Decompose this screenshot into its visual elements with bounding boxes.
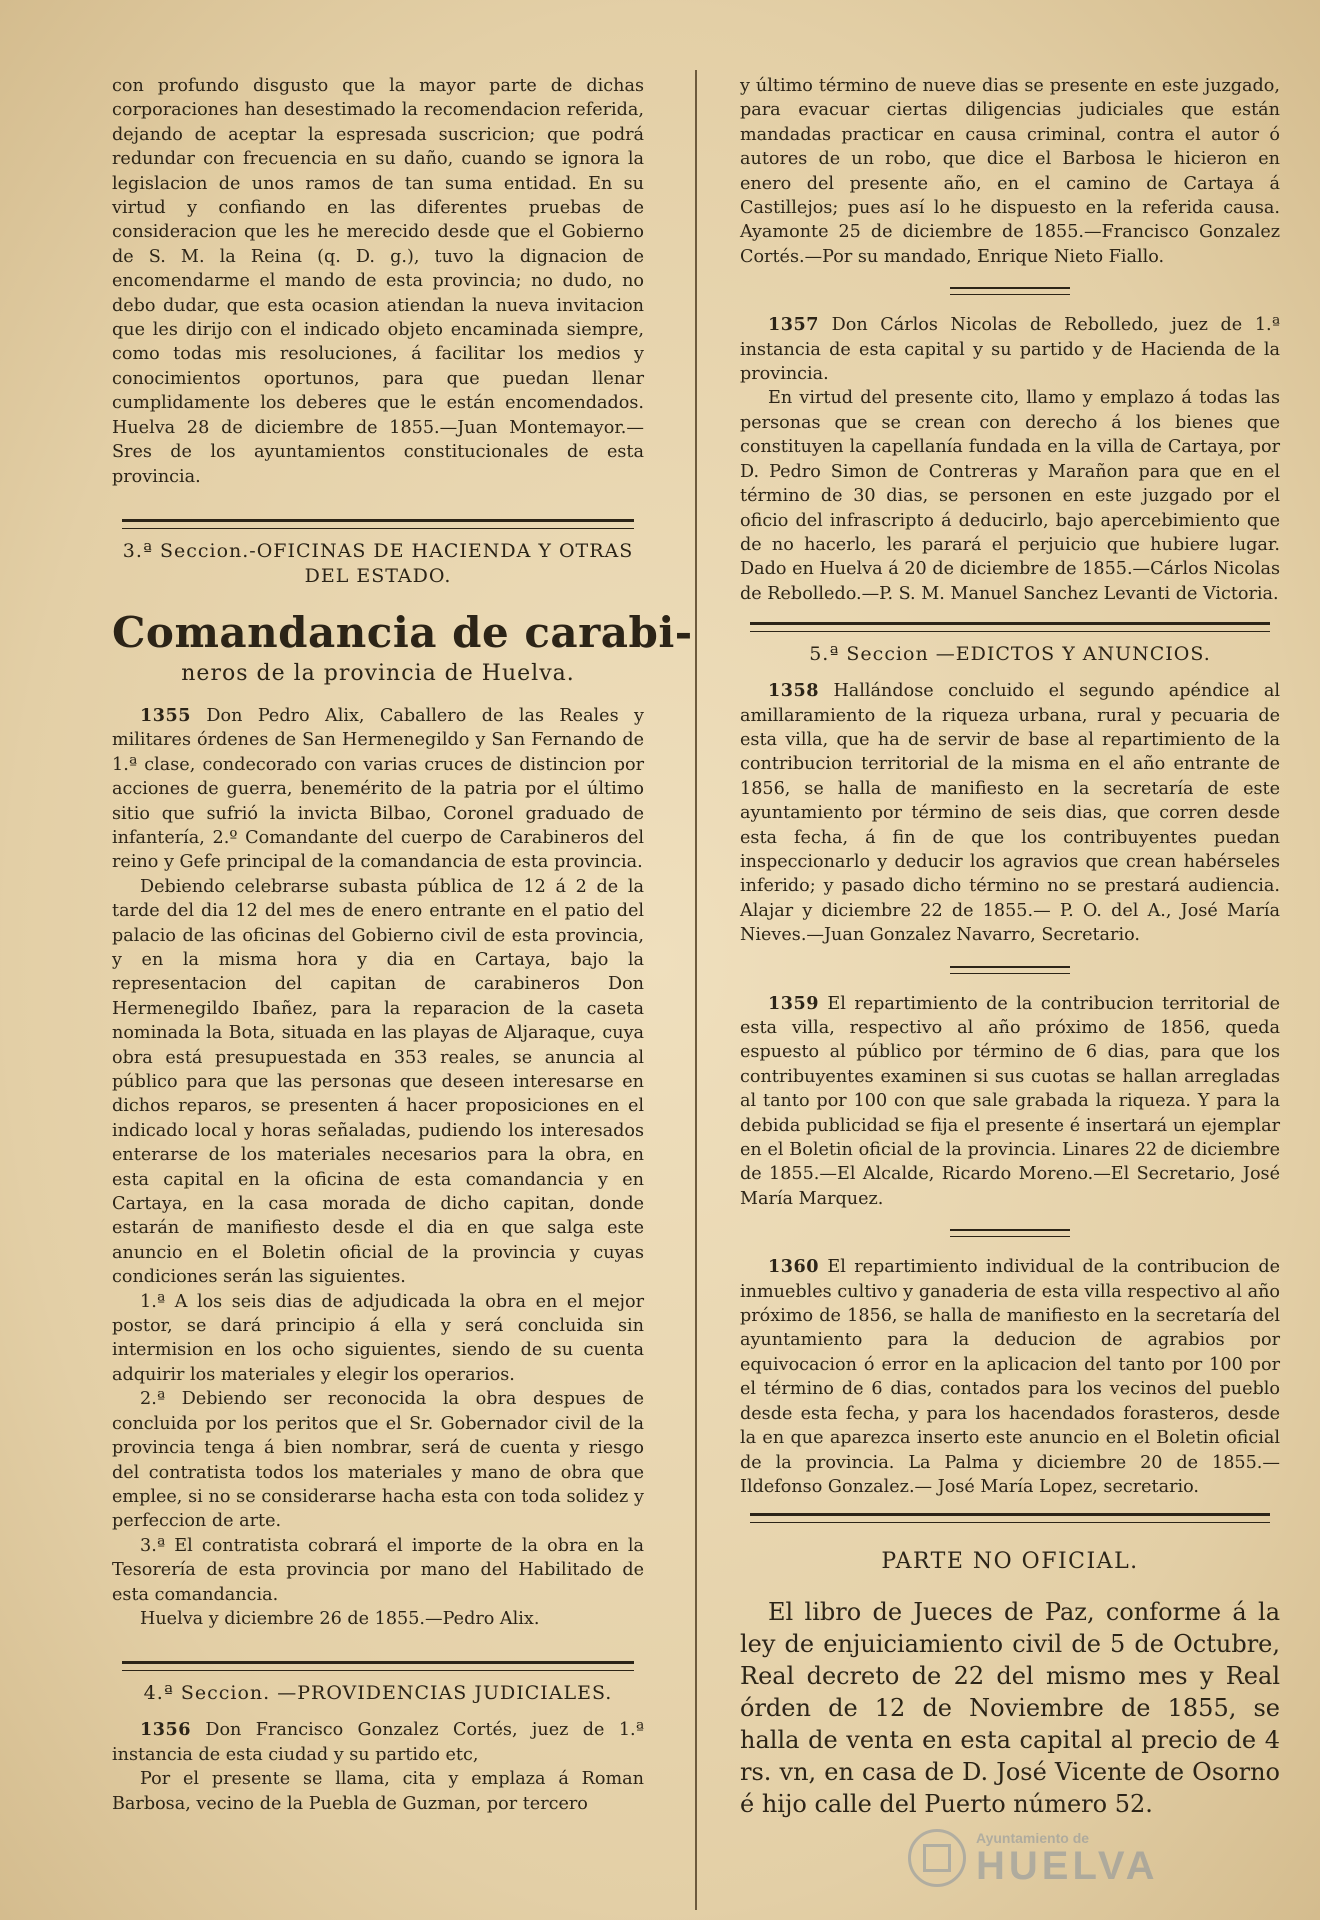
section-3-header: 3.ª Seccion.-OFICINAS DE HACIENDA Y OTRAS DEL ESTADO.: [122, 539, 634, 587]
notice-number: 1356: [140, 1719, 191, 1741]
left-column: [112, 74, 693, 1900]
notice-1358: 1358 Hallándose concluido el segundo apéndice al amillaramiento de la riqueza urbana, rural y pecuaria de esta villa, que ha de servir de base al repartimiento de la contribucion territorial de la misma en el año entrante de 1856, se halla de manifiesto en la secretaría de este ayuntamiento por término de seis dias, que corren desde esta fecha, á fin de que los contribuyentes puedan inspeccionarlo y deducir los agravios que crean habérseles inferido; y pasado dicho término no se prestará audiencia. Alajar y diciembre 22 de 1855.— P. O. del A., José María Nieves.—Juan Gonzalez Navarro, Secretario.: [740, 680, 1281, 946]
watermark: [908, 1828, 1248, 1888]
section-4-header: 4.ª Seccion. —PROVIDENCIAS JUDICIALES.: [143, 1682, 613, 1705]
condition-3: 3.ª El contratista cobrará el importe de la obra en la Tesorería de esta provincia por mano del Habilitado de esta comandancia.: [112, 1535, 644, 1605]
section-divider: [122, 519, 634, 529]
section-divider: [122, 1661, 634, 1671]
notice-divider: [950, 1229, 1070, 1237]
notice-1356: 1356 Don Francisco Gonzalez Cortés, juez de 1.ª instancia de esta ciudad y su partido etc,: [112, 1719, 644, 1765]
notice-number: 1357: [768, 314, 819, 336]
notice-number: 1358: [768, 680, 819, 702]
section-5-header: 5.ª Seccion —EDICTOS Y ANUNCIOS.: [809, 643, 1211, 666]
notice-1359: 1359 El repartimiento de la contribucion territorial de esta villa, respectivo al año próximo de 1856, queda espuesto al público por término de 6 dias, para que los contribuyentes examinen si sus cuotas se hallan arregladas al tanto por 100 con que sale grabada la riqueza. Y para la debida publicidad se fija el presente é insertará un ejemplar en el Boletin oficial de la provincia. Linares 22 de diciembre de 1855.—El Alcalde, Ricardo Moreno.—El Secretario, José María Marquez.: [740, 992, 1281, 1209]
right-column: [740, 74, 1280, 1900]
condition-2: 2.ª Debiendo ser reconocida la obra despues de concluida por los peritos que el Sr. Gobernador civil de la provincia tenga á bien nombrar, será de cuenta y riesgo del contratista todos los materiales y mano de obra que emplee, si no se considerarse hacha esta con toda solidez y perfeccion de arte.: [112, 1389, 644, 1532]
notice-divider: [950, 966, 1070, 974]
comandancia-title: Comandancia de carabi-: [112, 607, 693, 657]
notice-1357: 1357 Don Cárlos Nicolas de Rebolledo, juez de 1.ª instancia de esta capital y su partido y de Hacienda de la provincia.: [740, 314, 1280, 385]
intro-paragraph: con profundo disgusto que la mayor parte de dichas corporaciones han desestimado la recomendacion referida, dejando de aceptar la espresada suscricion; que podrá redundar con frecuencia en su daño, cuando se ignora la legislacion de unos ramos de tan suma entidad. En su virtud y confiando en las diferentes pruebas de consideracion que les he merecido desde que el Gobierno de S. M. la Reina (q. D. g.), tuvo la dignacion de encomendarme el mando de esta provincia; no dudo, no debo dudar, que esta ocasion atiendan la nueva invitacion que les dirijo con el indicado objeto encaminada siempre, como todas mis resoluciones, á facilitar los medios y conocimientos oportunos, para que puedan llenar cumplidamente los deberes que le están encomendados. Huelva 28 de diciembre de 1855.—Juan Montemayor.—Sres de los ayuntamientos constitucionales de esta provincia.: [112, 76, 644, 487]
notice-1355-signature: Huelva y diciembre 26 de 1855.—Pedro Alix.: [140, 1608, 540, 1629]
notice-divider: [950, 287, 1070, 295]
notice-number: 1355: [140, 704, 191, 726]
notice-1357-body: En virtud del presente cito, llamo y emplazo á todas las personas que se crean con derecho á los bienes que constituyen la capellanía fundada en la villa de Cartaya, por D. Pedro Simon de Contreras y Marañon para que en el término de 30 dias, se personen en este juzgado por el oficio del infrascripto á deducirlo, bajo apercebimiento que de no hacerlo, les parará el perjuicio que hubiere lugar. Dado en Huelva á 20 de diciembre de 1855.—Cárlos Nicolas de Rebolledo.—P. S. M. Manuel Sanchez Levanti de Victoria.: [740, 388, 1280, 604]
parte-no-oficial-text: El libro de Jueces de Paz, conforme á la ley de enjuiciamiento civil de 5 de Octubre, Real decreto de 22 del mismo mes y Real órden de 12 de Noviembre de 1855, se halla de venta en esta capital al precio de 4 rs. vn, en casa de D. José Vicente de Osorno é hijo calle del Puerto número 52.: [740, 1598, 1280, 1819]
section-divider: [750, 1513, 1270, 1523]
notice-1356-body: Por el presente se llama, cita y emplaza á Roman Barbosa, vecino de la Puebla de Guzman, por tercero: [112, 1769, 644, 1814]
notice-number: 1359: [768, 992, 819, 1014]
notice-number: 1360: [768, 1256, 819, 1278]
notice-1355: 1355 Don Pedro Alix, Caballero de las Reales y militares órdenes de San Hermenegildo y San Fernando de 1.ª clase, condecorado con varias cruces de distincion por acciones de guerra, benemérito de la patria por el último sitio que sufrió la invicta Bilbao, Coronel graduado de infantería, 2.º Comandante del cuerpo de Carabineros del reino y Gefe principal de la comandancia de esta provincia.: [112, 704, 644, 873]
seal-icon: [908, 1829, 966, 1887]
comandancia-subtitle: neros de la provincia de Huelva.: [181, 660, 575, 686]
column-divider: [695, 70, 697, 1910]
watermark-top-text: Ayuntamiento de: [976, 1830, 1090, 1846]
notice-1360: 1360 El repartimiento individual de la contribucion de inmuebles cultivo y ganaderia de esta villa respectivo al año próximo de 1856, se halla de manifiesto en la secretaría del ayuntamiento para la deducion de agrabios por equivocacion ó error en la aplicacion del tanto por 100 por el término de 6 dias, contados para los vecinos del pueblo desde esta fecha, y para los hacendados forasteros, desde la en que aparezca inserto este anuncio en el Boletin oficial de la provincia. La Palma y diciembre 20 de 1855.—Ildefonso Gonzalez.— José María Lopez, secretario.: [740, 1256, 1280, 1497]
notice-1355-body: Debiendo celebrarse subasta pública de 12 á 2 de la tarde del dia 12 del mes de enero entrante en el patio del palacio de las oficinas del Gobierno civil de esta provincia, y en la misma hora y dia en Cartaya, bajo la representacion del capitan de carabineros Don Hermenegildo Ibañez, para la reparacion de la caseta nominada la Bota, situada en las playas de Aljaraque, cuya obra está presupuestada en 353 reales, se anuncia al público para que las personas que deseen interesarse en dichos reparos, se presenten á hacer proposiciones en el indicado local y horas señaladas, pudiendo los interesados enterarse de los materiales necesarios para la obra, en esta capital en la oficina de esta comandancia y en Cartaya, en la casa morada de dicho capitan, donde estarán de manifiesto desde el dia en que salga este anuncio en el Boletin oficial de la provincia y cuyas condiciones serán las siguientes.: [112, 876, 644, 1288]
notice-1356-continued: y último término de nueve dias se presente en este juzgado, para evacuar ciertas diligencias judiciales que están mandadas practicar en causa criminal, contra el autor ó autores de un robo, que dice el Barbosa le hicieron en enero del presente año, en el camino de Cartaya á Castillejos; pues así lo he dispuesto en la referida causa. Ayamonte 25 de diciembre de 1855.—Francisco Gonzalez Cortés.—Por su mandado, Enrique Nieto Fiallo.: [740, 76, 1280, 267]
parte-no-oficial-header: PARTE NO OFICIAL.: [881, 1549, 1139, 1575]
condition-1: 1.ª A los seis dias de adjudicada la obra en el mejor postor, se dará principio á ella y será concluida sin intermision en los ocho siguientes, siendo de su cuenta adquirir los materiales y elegir los operarios.: [112, 1291, 644, 1385]
section-divider: [750, 622, 1270, 632]
watermark-bottom-text: HUELVA: [976, 1844, 1159, 1888]
